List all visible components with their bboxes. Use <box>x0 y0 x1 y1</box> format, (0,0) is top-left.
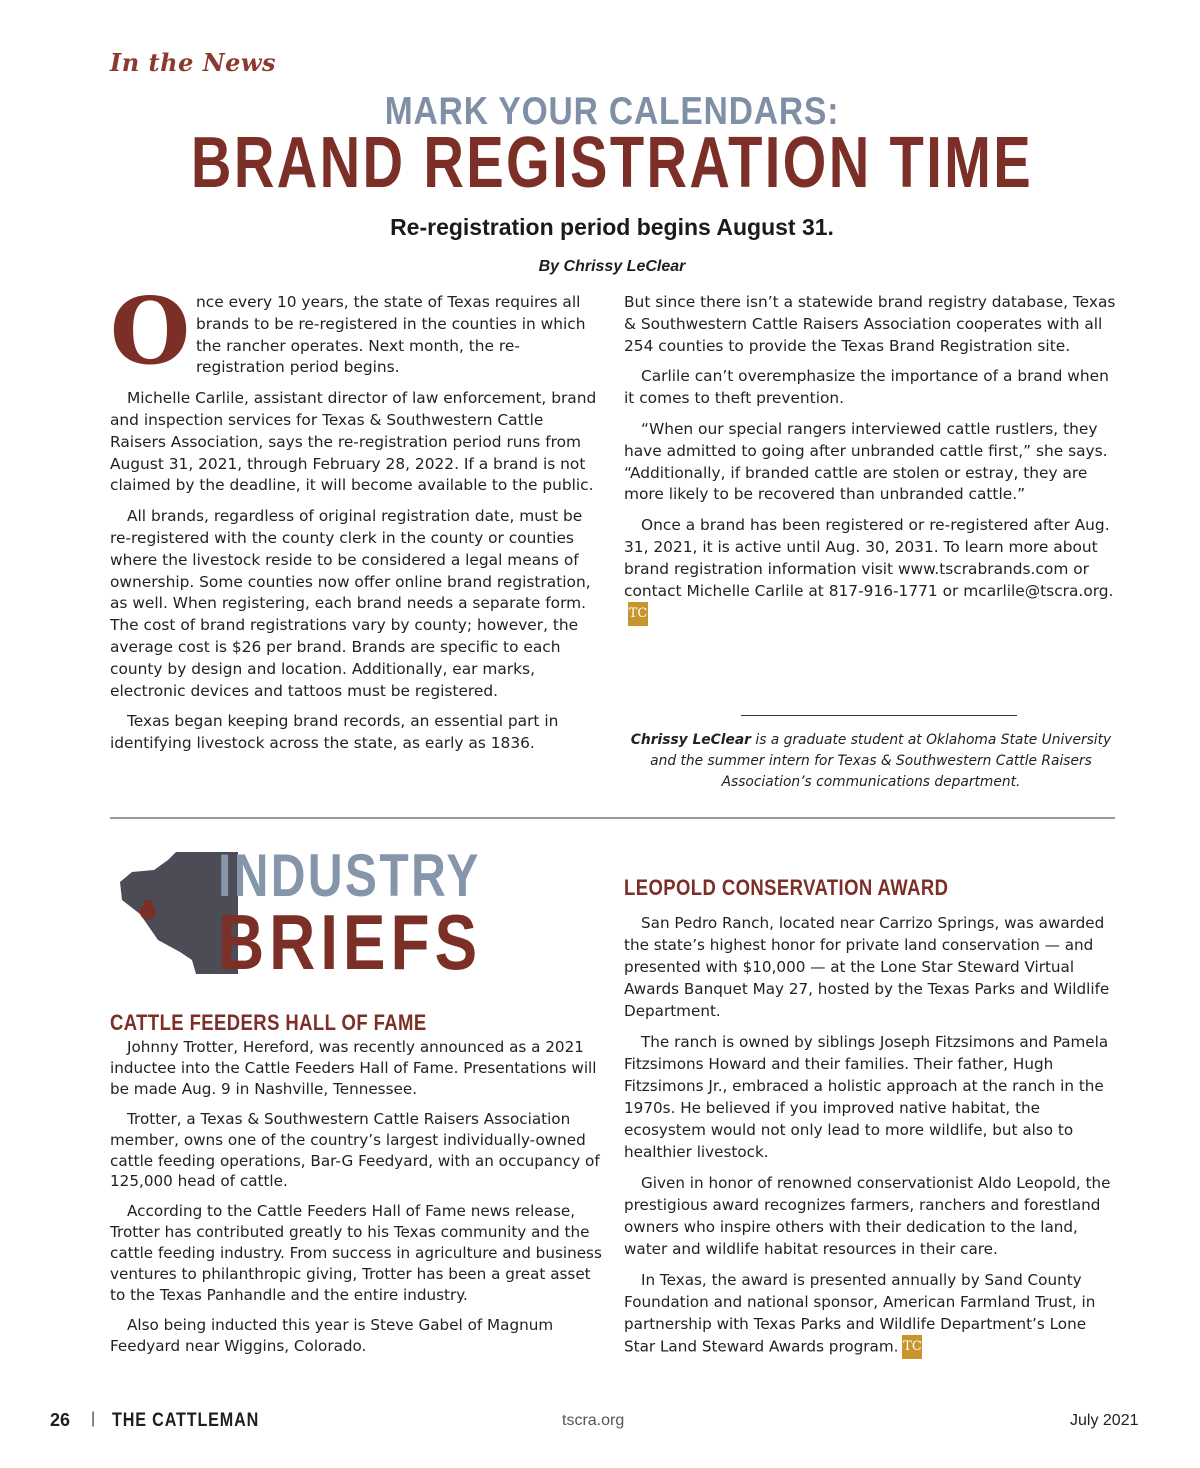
page-title: BRAND REGISTRATION TIME <box>190 123 1034 203</box>
drop-cap: O <box>110 277 191 385</box>
lead-text: nce every 10 years, the state of Texas requires all brands to be re-registered in the counties in which the rancher operates. Next month, the re-registration period begins. <box>196 293 586 377</box>
paragraph: Johnny Trotter, Hereford, was recently announced as a 2021 inductee into the Cattle Feeders Hall of Fame. Presentations will be made Aug. 9 in Nashville, Tennessee. <box>110 1038 597 1098</box>
bio-divider <box>741 715 1017 716</box>
paragraph-text: Once a brand has been registered or re-registered after Aug. 31, 2021, it is active until Aug. 30, 2031. To learn more about brand registration information visit www.tscrabrands.com or contact Michelle Carlile at 817-916-1771 or mcarlile@tscra.org. <box>624 516 1114 600</box>
tc-logo-icon: TC <box>628 602 648 626</box>
paragraph: Given in honor of renowned conservationist Aldo Leopold, the prestigious award recognizes farmers, ranchers and forestland owners who inspire others with their dedication to the land, water and wildlife habitat resources in their care. <box>624 1174 1111 1258</box>
paragraph: San Pedro Ranch, located near Carrizo Springs, was awarded the state’s highest honor for private land conservation — and presented with $10,000 — at the Lone Star Steward Virtual Awards Banquet May 27, hosted by the Texas Parks and Wildlife Department. <box>624 914 1110 1020</box>
brief-column-cattle-feeders <box>110 1037 604 1366</box>
briefs-heading-industry: INDUSTRY <box>218 842 481 909</box>
paragraph-text: In Texas, the award is presented annually by Sand County Foundation and national sponsor, American Farmland Trust, in partnership with Texas Parks and Wildlife Department’s Lone Star Land Steward Awards program. <box>624 1271 1096 1356</box>
page-number: 26 <box>50 1410 71 1430</box>
article-column-1 <box>110 277 602 764</box>
section-tag: In the News <box>110 48 277 77</box>
paragraph: Trotter, a Texas & Southwestern Cattle Raisers Association member, owns one of the country’s largest individually-owned cattle feeding operations, Bar-G Feedyard, with an occupancy of 125,000 head of cattle. <box>110 1109 600 1191</box>
brief-title-cattle-feeders: CATTLE FEEDERS HALL OF FAME <box>110 1010 427 1035</box>
article-column-2 <box>624 292 1118 635</box>
footer-separator: | <box>91 1410 96 1427</box>
lead-paragraph <box>110 277 602 385</box>
author-bio <box>624 730 1118 793</box>
paragraph: The ranch is owned by siblings Joseph Fitzsimons and Pamela Fitzsimons Howard and their families. Their father, Hugh Fitzsimons Jr., embraced a holistic approach at the ranch in the 1970s. He believed if you improved native habitat, the ecosystem would not only lead to more wildlife, but also to healthier livestock. <box>624 1033 1109 1161</box>
issue-date: July 2021 <box>1070 1412 1139 1429</box>
magazine-name: THE CATTLEMAN <box>112 1410 260 1431</box>
paragraph-last <box>624 515 1118 626</box>
paragraph: All brands, regardless of original registration date, must be re-registered with the county clerk in the county or counties where the livestock reside to be considered a legal means of ownership. Some counties now offer online brand registration, as well. When registering, each brand needs a separate form. The cost of brand registrations vary by county; however, the average cost is $26 per brand. Brands are specific to each county by design and location. Additionally, ear marks, electronic devices and tattoos must be registered. <box>110 507 591 700</box>
paragraph: According to the Cattle Feeders Hall of Fame news release, Trotter has contributed greatly to his Texas community and the cattle feeding industry. From success in agriculture and business ventures to philanthropic giving, Trotter has been a great asset to the Texas Panhandle and the entire industry. <box>110 1202 602 1304</box>
paragraph: But since there isn’t a statewide brand registry database, Texas & Southwestern Cattle Raisers Association cooperates with all 254 counties to provide the Texas Brand Registration site. <box>624 293 1116 355</box>
tc-logo-icon: TC <box>902 1335 922 1359</box>
briefs-heading-briefs: BRIEFS <box>218 898 483 986</box>
brief-title-leopold: LEOPOLD CONSERVATION AWARD <box>624 875 949 900</box>
author-name: Chrissy LeClear <box>630 732 751 748</box>
kicker: MARK YOUR CALENDARS: <box>384 90 840 133</box>
paragraph-last <box>624 1269 1118 1359</box>
site-url: tscra.org <box>562 1412 625 1429</box>
paragraph: “When our special rangers interviewed cattle rustlers, they have admitted to going after unbranded cattle first,” she says. “Additionally, if branded cattle are stolen or estray, they are more likely to be recovered than unbranded cattle.” <box>624 419 1108 504</box>
byline: By Chrissy LeClear <box>538 258 686 275</box>
paragraph: Also being inducted this year is Steve Gabel of Magnum Feedyard near Wiggins, Colorado. <box>110 1315 554 1355</box>
bio-text: is a graduate student at Oklahoma State University and the summer intern for Texas & Southwestern Cattle Raisers Association’s communications department. <box>650 732 1112 790</box>
brief-column-leopold <box>624 912 1118 1368</box>
page-footer <box>0 1410 1200 1434</box>
subhead: Re-registration period begins August 31. <box>390 214 834 240</box>
section-divider <box>110 817 1115 819</box>
paragraph: Texas began keeping brand records, an essential part in identifying livestock across the state, as early as 1836. <box>110 712 559 753</box>
paragraph: Carlile can’t overemphasize the importance of a brand when it comes to theft prevention. <box>624 367 1109 408</box>
paragraph: Michelle Carlile, assistant director of law enforcement, brand and inspection services for Texas & Southwestern Cattle Raisers Association, says the re-registration period runs from August 31, 2021, through February 28, 2022. If a brand is not claimed by the deadline, it will become available to the public. <box>110 389 597 495</box>
